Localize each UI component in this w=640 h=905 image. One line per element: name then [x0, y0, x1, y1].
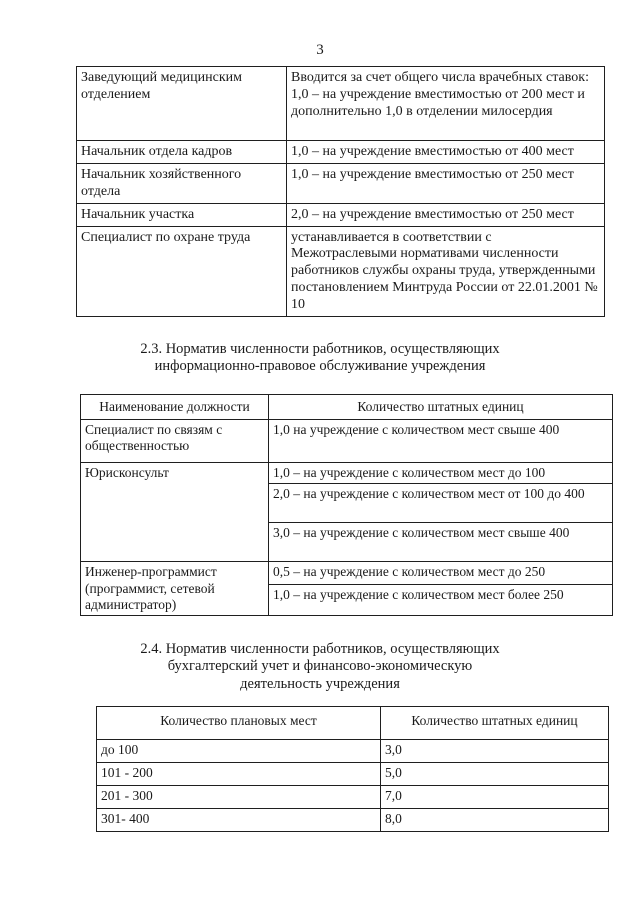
- section-2-3-heading: [0, 341, 640, 376]
- table-header-row: [97, 707, 609, 740]
- norm-cell: 2,0 – на учреждение вместимостью от 250 мест: [287, 203, 605, 226]
- position-cell: Начальник хозяйственного отдела: [77, 163, 287, 203]
- units-cell: 5,0: [381, 763, 609, 786]
- heading-line: 2.3. Норматив численности работников, осуществляющих: [140, 341, 500, 357]
- table-row: [77, 141, 605, 164]
- norm-cell: Вводится за счет общего числа врачебных ставок: 1,0 – на учреждение вместимостью от 200 мест и дополнительно 1,0 в отделении милосердия: [287, 67, 605, 141]
- places-cell: 201 - 300: [97, 786, 381, 809]
- column-header-places: Количество плановых мест: [97, 707, 381, 740]
- table-row: [77, 203, 605, 226]
- section-2-4-heading: [0, 641, 640, 693]
- norm-cell: 1,0 – на учреждение вместимостью от 400 мест: [287, 141, 605, 164]
- norm-cell: 3,0 – на учреждение с количеством мест свыше 400: [269, 523, 613, 562]
- position-cell: Начальник отдела кадров: [77, 141, 287, 164]
- legal-staff-norms-table: [80, 394, 613, 616]
- norm-cell: 1,0 – на учреждение с количеством мест до 100: [269, 463, 613, 484]
- page-number: 3: [316, 42, 324, 58]
- table-row: [97, 740, 609, 763]
- position-cell: Инженер-программист (программист, сетевой администратор): [81, 562, 269, 616]
- places-cell: 301- 400: [97, 809, 381, 832]
- position-cell: Специалист по связям с общественностью: [81, 420, 269, 463]
- accounting-staff-norms-table: [96, 706, 609, 832]
- table-header-row: [81, 395, 613, 420]
- column-header-units: Количество штатных единиц: [269, 395, 613, 420]
- table-row: [97, 763, 609, 786]
- norm-cell: 1,0 – на учреждение с количеством мест более 250: [269, 584, 613, 615]
- norm-cell: 2,0 – на учреждение с количеством мест от 100 до 400: [269, 484, 613, 523]
- places-cell: до 100: [97, 740, 381, 763]
- table-row: [81, 420, 613, 463]
- heading-line: бухгалтерский учет и финансово-экономическую: [167, 658, 473, 675]
- table-row: [77, 163, 605, 203]
- norm-cell: 1,0 – на учреждение вместимостью от 250 мест: [287, 163, 605, 203]
- staff-norms-table-continued: [76, 66, 605, 317]
- table-row: [77, 67, 605, 141]
- places-cell: 101 - 200: [97, 763, 381, 786]
- table-row: [97, 809, 609, 832]
- norm-cell: устанавливается в соответствии с Межотраслевыми нормативами численности работников службы охраны труда, утвержденными постановлением Минтруда России от 22.01.2001 № 10: [287, 226, 605, 316]
- norm-cell: 1,0 на учреждение с количеством мест свыше 400: [269, 420, 613, 463]
- norm-cell: 0,5 – на учреждение с количеством мест до 250: [269, 562, 613, 585]
- column-header-units: Количество штатных единиц: [381, 707, 609, 740]
- units-cell: 7,0: [381, 786, 609, 809]
- table-row: [81, 463, 613, 484]
- units-cell: 8,0: [381, 809, 609, 832]
- heading-line: деятельность учреждения: [240, 675, 400, 692]
- position-cell: Начальник участка: [77, 203, 287, 226]
- table-row: [77, 226, 605, 316]
- heading-line: информационно-правовое обслуживание учреждения: [154, 358, 486, 375]
- table-row: [81, 562, 613, 585]
- table-row: [97, 786, 609, 809]
- units-cell: 3,0: [381, 740, 609, 763]
- heading-line: 2.4. Норматив численности работников, осуществляющих: [140, 641, 500, 657]
- column-header-position: Наименование должности: [81, 395, 269, 420]
- position-cell: Заведующий медицинским отделением: [77, 67, 287, 141]
- position-cell: Специалист по охране труда: [77, 226, 287, 316]
- position-cell: Юрисконсульт: [81, 463, 269, 562]
